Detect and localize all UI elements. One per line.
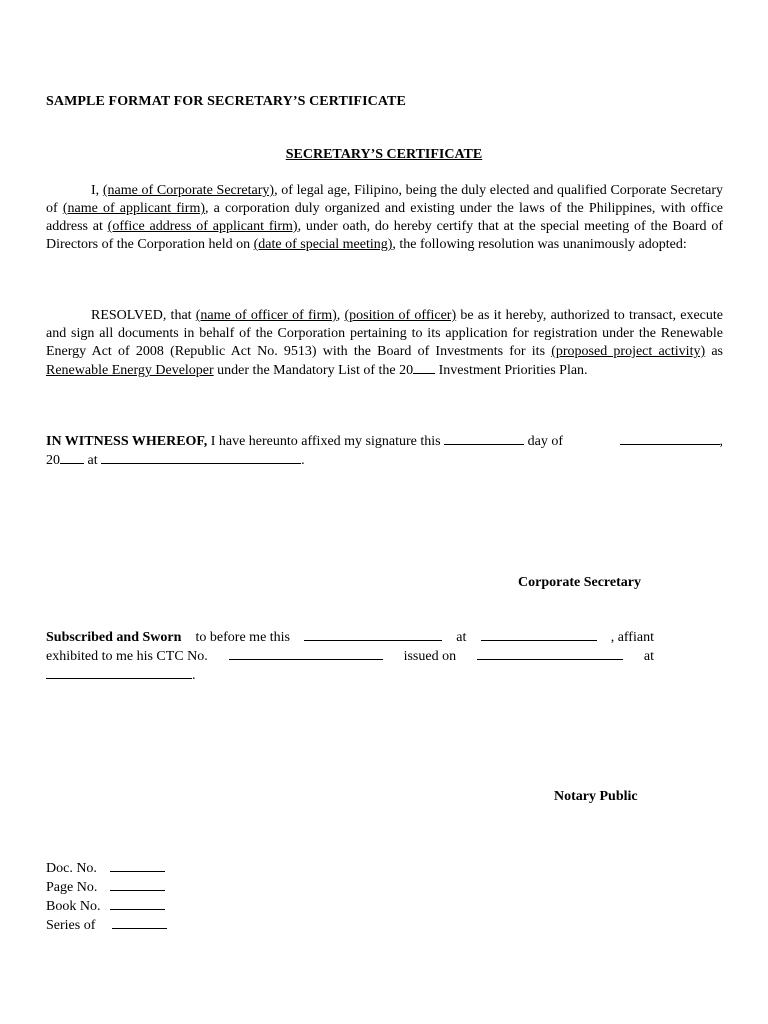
resolution-paragraph: RESOLVED, that (name of officer of firm), (position of officer) be as it hereby, authorized to transact, execute and sign all documents in behalf of the Corporation pertaining to its application for registration under the Renewable Energy Act of 2008 (Republic Act No. 9513) with the Board of Investments for its (proposed project activity) as Renewable Energy Developer under the Mandatory List of the 20 Investment Priorities Plan. — [46, 308, 723, 378]
sworn-date-blank-line — [304, 628, 442, 641]
month-blank-line — [620, 432, 720, 445]
ctc-issue-place-blank-line — [46, 666, 192, 679]
renewable-energy-developer-text: Renewable Energy Developer — [46, 363, 214, 378]
notary-public-signature-label: Notary Public — [554, 789, 638, 804]
sample-format-heading: SAMPLE FORMAT FOR SECRETARY’S CERTIFICATE — [46, 94, 406, 109]
special-meeting-date-field: (date of special meeting) — [253, 237, 393, 252]
officer-position-field: (position of officer) — [344, 308, 457, 323]
officer-name-field: (name of officer of firm) — [195, 308, 337, 323]
ctc-issue-date-blank-line — [477, 647, 623, 660]
witness-line-2: 20 at . — [46, 453, 305, 468]
witness-line-1: IN WITNESS WHEREOF, I have hereunto affixed my signature this day of , — [46, 434, 723, 449]
witness-year-blank-line — [60, 451, 84, 464]
sworn-line-2: exhibited to me his CTC No. issued on at — [46, 649, 654, 664]
ctc-number-blank-line — [229, 647, 383, 660]
page-no-row: Page No. — [46, 878, 167, 897]
day-blank-line — [444, 432, 524, 445]
notarial-register-fields — [46, 859, 167, 935]
sworn-line-1: Subscribed and Sworn to before me this at , affiant — [46, 630, 654, 645]
series-of-row: Series of — [46, 916, 167, 935]
witness-paragraph — [46, 432, 723, 470]
doc-no-row: Doc. No. — [46, 859, 167, 878]
office-address-field: (office address of applicant firm) — [107, 219, 298, 234]
certificate-title-text: SECRETARY’S CERTIFICATE — [285, 147, 483, 162]
page-no-blank-line — [110, 878, 165, 891]
project-activity-field: (proposed project activity) — [551, 344, 706, 359]
year-blank-line — [413, 361, 435, 374]
corporate-secretary-signature-label: Corporate Secretary — [518, 575, 641, 590]
doc-no-blank-line — [110, 859, 165, 872]
corporate-secretary-name-field: (name of Corporate Secretary) — [102, 183, 275, 198]
witness-place-blank-line — [101, 451, 301, 464]
sworn-paragraph — [46, 628, 654, 685]
certification-paragraph: I, (name of Corporate Secretary), of legal age, Filipino, being the duly elected and qualified Corporate Secretary of (name of applicant firm), a corporation duly organized and existing under the laws of the Philippines, with office address at (office address of applicant firm), under oath, do hereby certify that at the special meeting of the Board of Directors of the Corporation held on (date of special meeting), the following resolution was unanimously adopted: — [46, 183, 724, 252]
sworn-place-blank-line — [481, 628, 597, 641]
book-no-blank-line — [110, 897, 165, 910]
applicant-firm-name-field: (name of applicant firm) — [62, 201, 206, 216]
series-of-blank-line — [112, 916, 167, 929]
certificate-title — [0, 147, 768, 163]
book-no-row: Book No. — [46, 897, 167, 916]
sworn-line-3: . — [46, 666, 654, 685]
